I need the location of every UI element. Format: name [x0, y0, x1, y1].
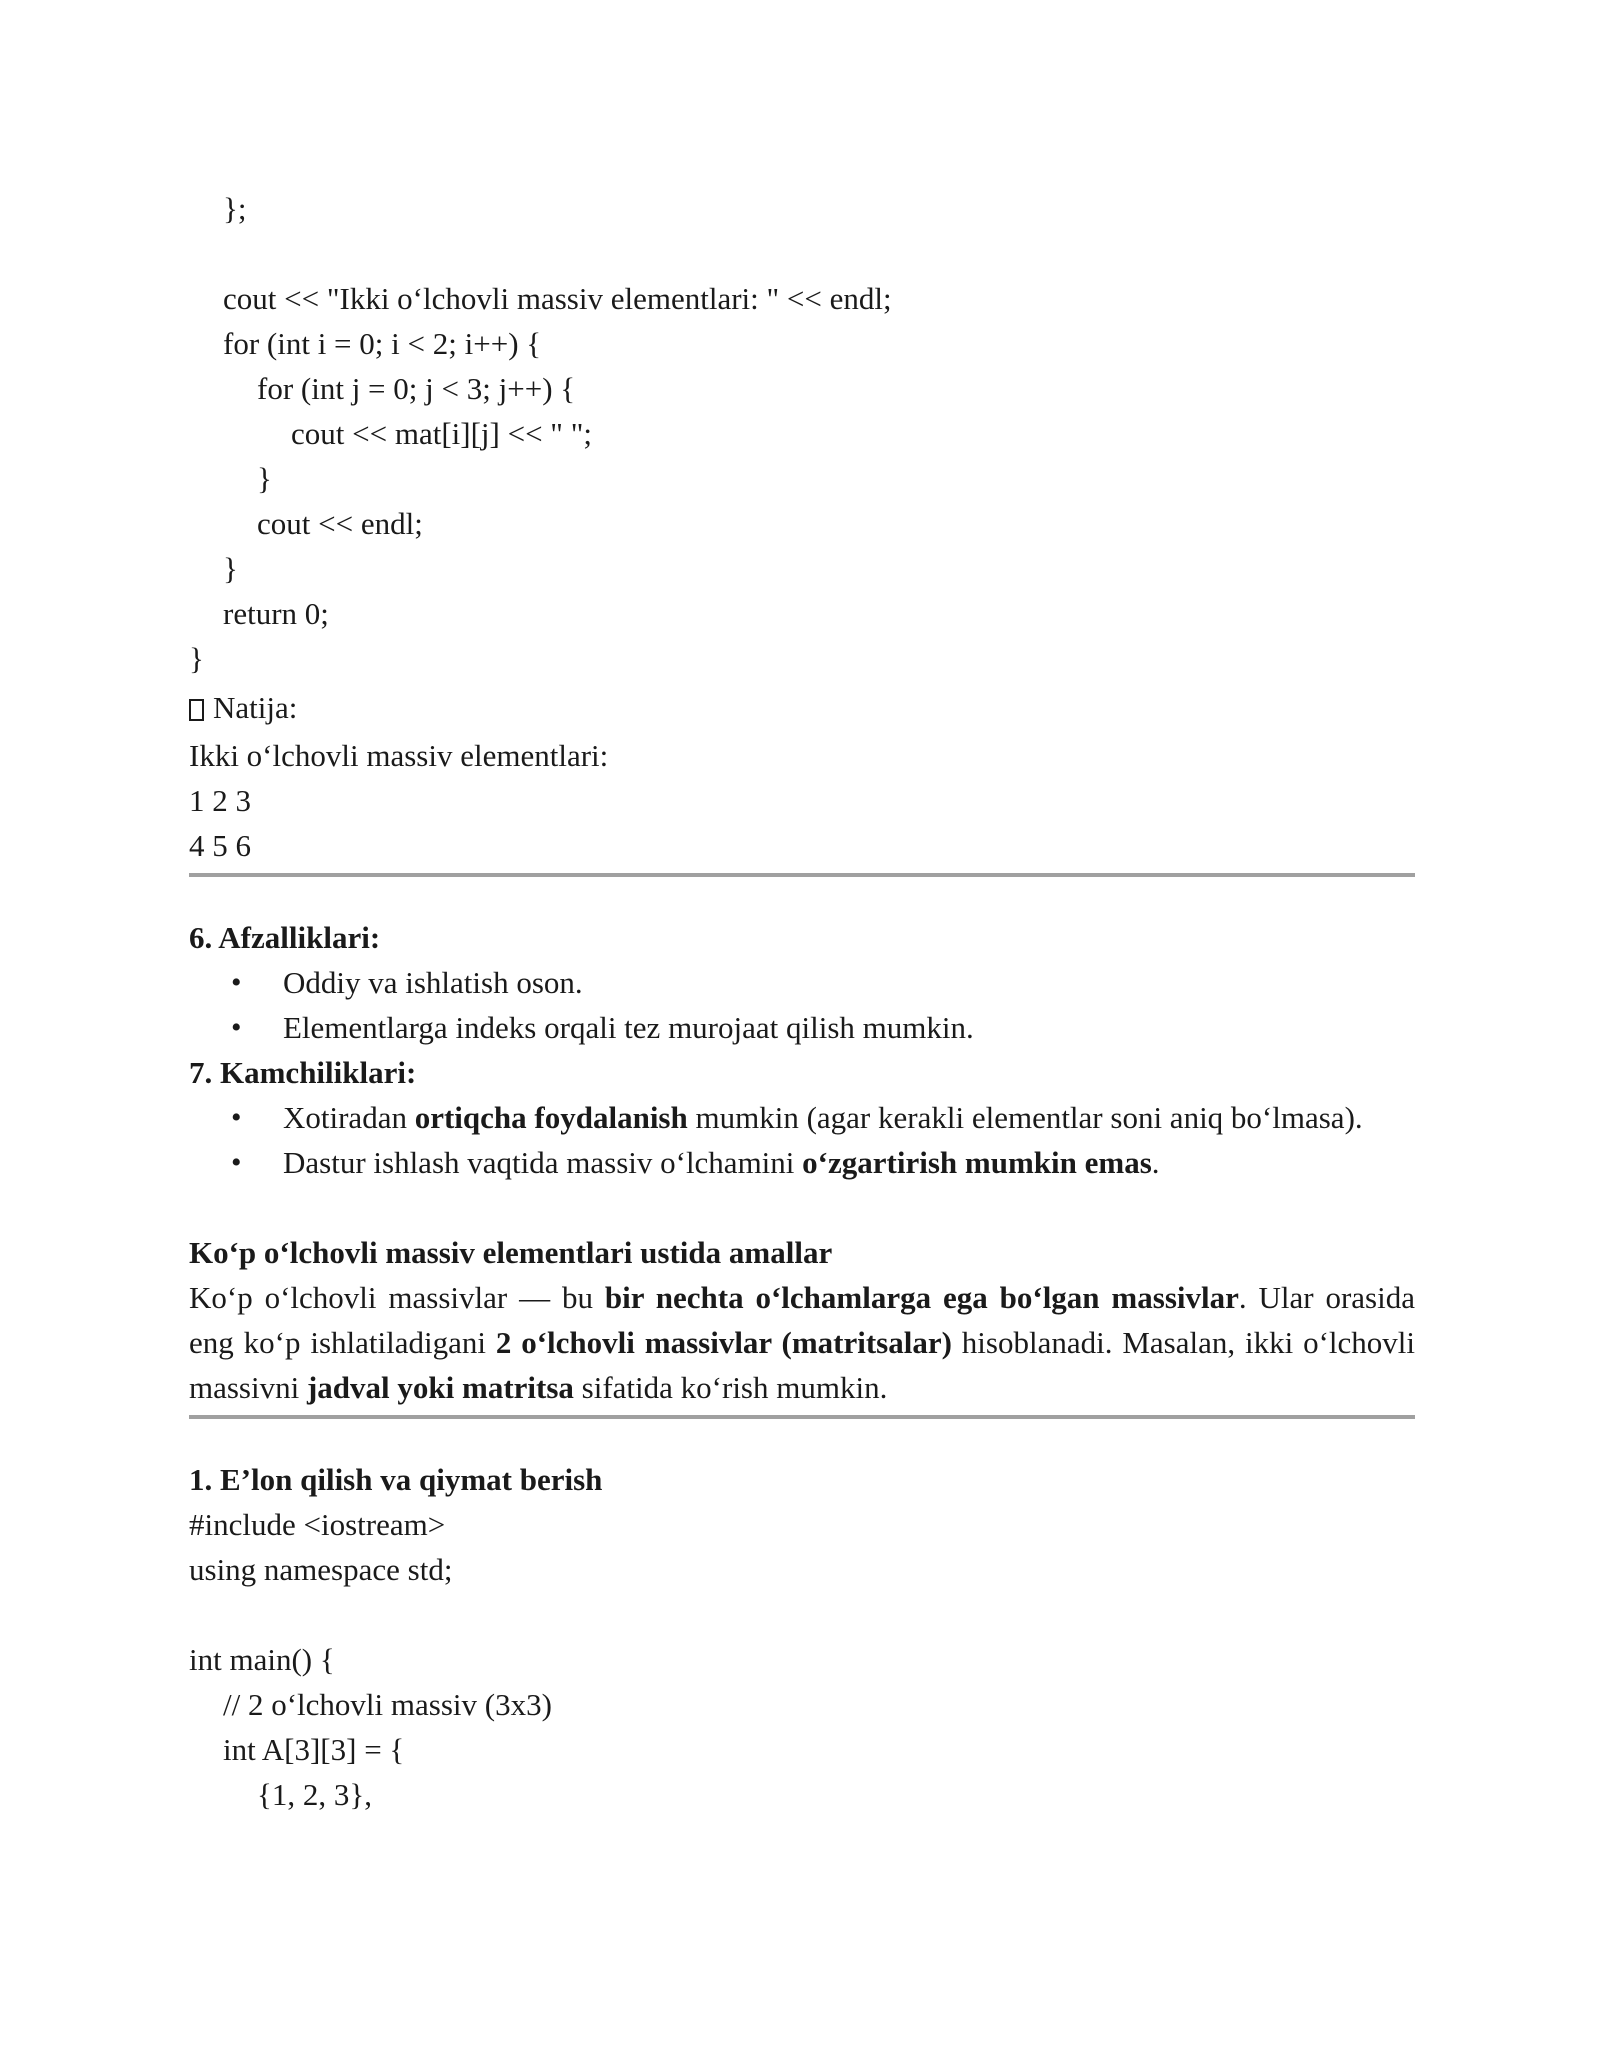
code-line: };: [223, 191, 247, 226]
code-line: cout << "Ikki o‘lchovli massiv elementlari: " << endl;: [223, 281, 892, 316]
code-line: cout << endl;: [257, 506, 423, 541]
paragraph-text: sifatida ko‘rish mumkin.: [573, 1370, 888, 1405]
checkbox-icon: [189, 699, 204, 721]
disadvantages-heading: 7. Kamchiliklari:: [189, 1055, 417, 1090]
list-item-bold: o‘zgartirish mumkin emas: [802, 1145, 1152, 1180]
declaration-heading: 1. E’lon qilish va qiymat berish: [189, 1462, 603, 1497]
list-item-text: Oddiy va ishlatish oson.: [283, 965, 583, 1000]
result-label-line: [189, 685, 1415, 730]
blank-line: [189, 1185, 1415, 1230]
list-item-text: mumkin (agar kerakli elementlar soni aniq bo‘lmasa).: [687, 1100, 1363, 1135]
paragraph-bold: bir nechta o‘lchamlarga ega bo‘lgan massivlar: [604, 1280, 1239, 1315]
list-item-text: Elementlarga indeks orqali tez murojaat qilish mumkin.: [283, 1010, 974, 1045]
result-line: 4 5 6: [189, 828, 251, 863]
bullet-icon: •: [231, 1101, 242, 1134]
code-line: int main() {: [189, 1642, 335, 1677]
paragraph-text: Ko‘p o‘lchovli massivlar — bu: [189, 1280, 605, 1315]
advantages-list: [189, 960, 1415, 1050]
section-paragraph: [189, 1275, 1415, 1410]
code-line: int A[3][3] = {: [223, 1732, 405, 1767]
horizontal-rule: [189, 873, 1415, 877]
code-line: for (int i = 0; i < 2; i++) {: [223, 326, 542, 361]
code-line: }: [223, 551, 238, 586]
result-label: Natija:: [213, 690, 298, 725]
code-line: // 2 o‘lchovli massiv (3x3): [223, 1687, 552, 1722]
code-block-bottom: [189, 1502, 1415, 1817]
bullet-icon: •: [231, 966, 242, 999]
result-line: Ikki o‘lchovli massiv elementlari:: [189, 738, 609, 773]
code-blank-line: [189, 231, 1415, 276]
advantages-heading: 6. Afzalliklari:: [189, 920, 381, 955]
code-line: #include <iostream>: [189, 1507, 446, 1542]
code-line: }: [189, 641, 204, 676]
section-title: Ko‘p o‘lchovli massiv elementlari ustida amallar: [189, 1235, 833, 1270]
bullet-icon: •: [231, 1146, 242, 1179]
code-line: for (int j = 0; j < 3; j++) {: [257, 371, 576, 406]
list-item-text: Dastur ishlash vaqtida massiv o‘lchamini: [283, 1145, 803, 1180]
list-item: [189, 1005, 1415, 1050]
disadvantages-list: [189, 1095, 1415, 1185]
code-line: return 0;: [223, 596, 329, 631]
code-line: using namespace std;: [189, 1552, 453, 1587]
paragraph-bold: 2 o‘lchovli massivlar (matritsalar): [495, 1325, 952, 1360]
page-content: [189, 186, 1415, 1817]
code-line: cout << mat[i][j] << " ";: [291, 416, 592, 451]
code-line: {1, 2, 3},: [257, 1777, 373, 1812]
list-item-text: Xotiradan: [283, 1100, 415, 1135]
result-line: 1 2 3: [189, 783, 251, 818]
paragraph-bold: jadval yoki matritsa: [306, 1370, 574, 1405]
code-line: }: [257, 461, 272, 496]
horizontal-rule: [189, 1415, 1415, 1419]
code-blank-line: [189, 1592, 1415, 1637]
paragraph-text: hisoblanadi. Masalan, ikki o‘lchovli massivni: [189, 1325, 1415, 1405]
list-item-bold: ortiqcha foydalanish: [414, 1100, 688, 1135]
list-item: [189, 1140, 1415, 1185]
paragraph-text: . Ular orasida eng ko‘p ishlatiladigani: [189, 1280, 1415, 1360]
bullet-icon: •: [231, 1011, 242, 1044]
list-item: [189, 1095, 1415, 1140]
list-item: [189, 960, 1415, 1005]
list-item-text: .: [1151, 1145, 1160, 1180]
code-block-top: [189, 186, 1415, 681]
